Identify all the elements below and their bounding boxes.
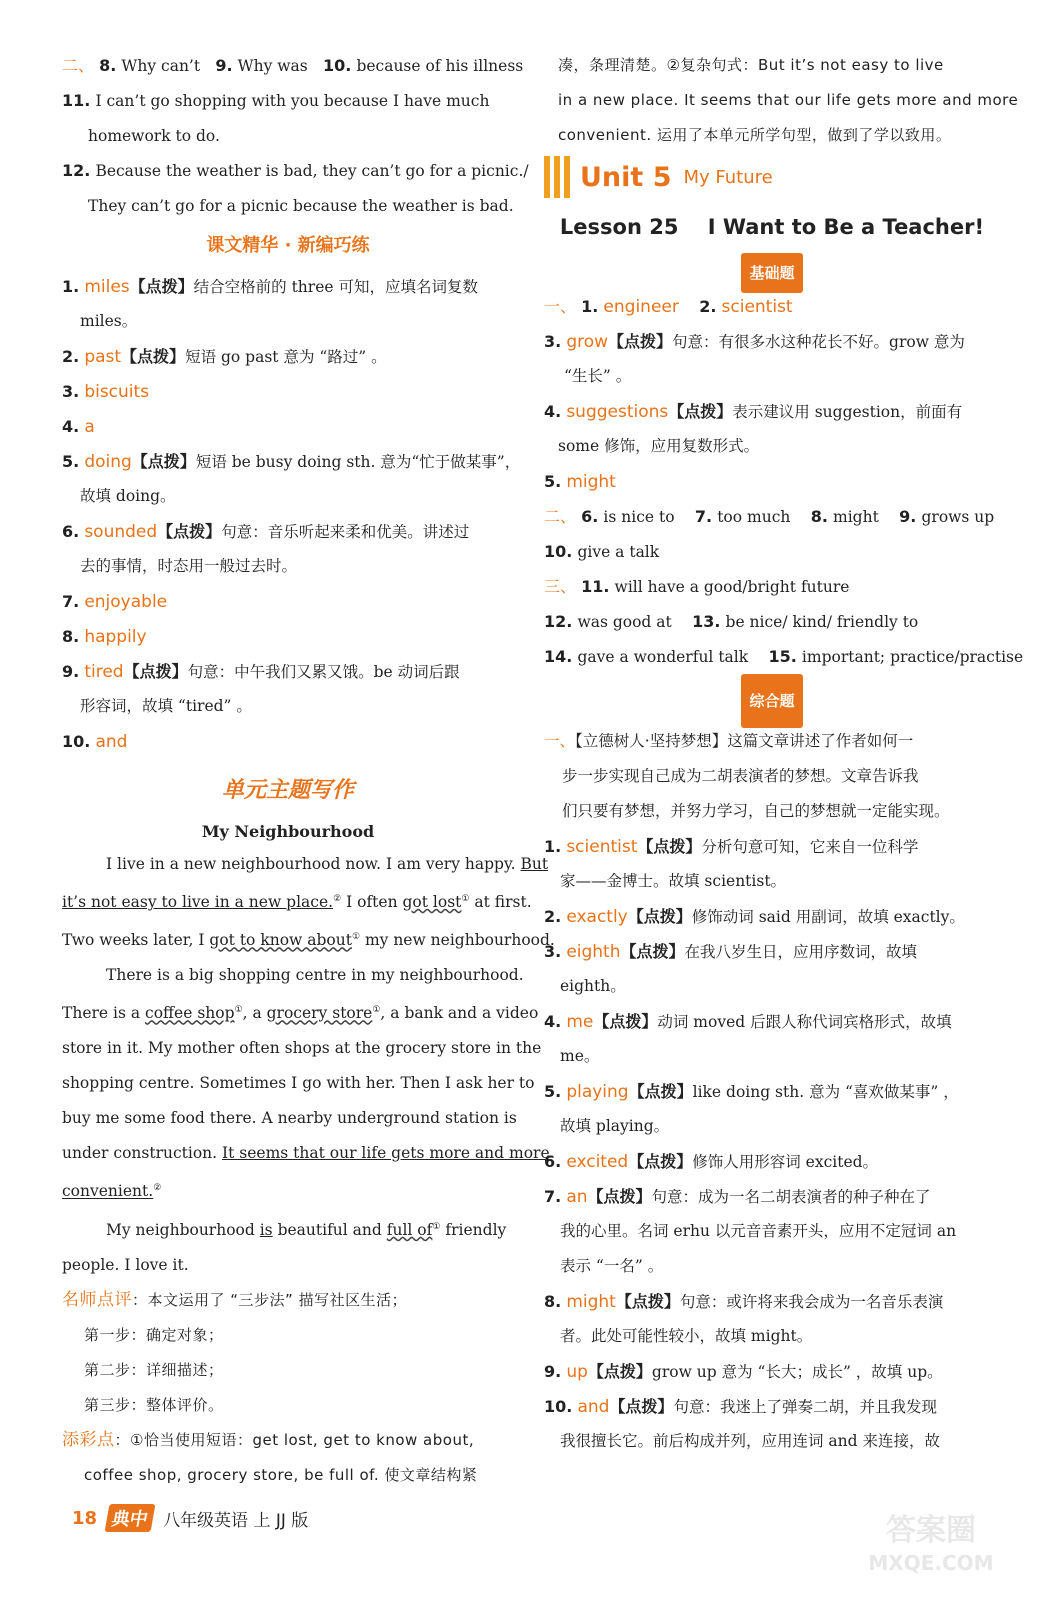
- essay-text: full of: [386, 1220, 433, 1239]
- tip-tag: 【点拨】: [123, 662, 188, 681]
- answer-word: past: [84, 347, 122, 367]
- unit-subtitle: My Future: [683, 166, 773, 188]
- b2-row: [544, 499, 1000, 534]
- answer-text: Because the weather is bad, they can’t go for a picnic./: [95, 162, 529, 180]
- unit-header: [544, 153, 1000, 201]
- essay-text: got to know about: [209, 931, 352, 950]
- item-number: 2.: [62, 347, 80, 366]
- essay-body: [62, 847, 555, 1283]
- answer-row: [544, 1144, 1000, 1179]
- b4-row: [544, 394, 1000, 429]
- item-number: 11.: [62, 91, 91, 110]
- page-footer: [72, 1500, 308, 1536]
- answer-word: eighth: [566, 942, 621, 962]
- answer-row: [62, 269, 514, 304]
- watermark-logo: [846, 1500, 1016, 1580]
- item-number: 8.: [62, 627, 80, 646]
- section-label: 一、: [544, 297, 577, 316]
- essay-text: coffee shop: [145, 1004, 235, 1023]
- b10-row: [544, 534, 1000, 569]
- answer-text: because of his illness: [356, 57, 524, 75]
- unit-bars-icon: [544, 156, 570, 198]
- item-number: 8.: [99, 56, 117, 75]
- tip-text: 句意：或许将来我会成为一名音乐表演: [679, 1293, 944, 1311]
- tip-text: 句意：成为一名二胡表演者的种子种在了: [651, 1188, 931, 1206]
- item-number: 9.: [62, 662, 80, 681]
- answer-word: suggestions: [566, 402, 669, 422]
- answer-word: scientist: [566, 837, 638, 857]
- essay-text: But: [520, 855, 549, 873]
- item-number: 10.: [323, 56, 352, 75]
- answer-word: sounded: [84, 522, 158, 542]
- item-number: 6.: [581, 507, 599, 526]
- b12-row: [544, 604, 1000, 639]
- right-column: [544, 48, 1024, 1459]
- answer-row-cont: 表示 “一名” 。: [560, 1257, 664, 1275]
- tip-text: 短语 go past 意为 “路过” 。: [185, 348, 387, 366]
- tip-tag: 【点拨】: [587, 1362, 652, 1381]
- tip-tag: 【点拨】: [587, 1187, 652, 1206]
- answer-word: happily: [84, 627, 147, 647]
- answer-text: homework to do.: [88, 127, 220, 145]
- left-column: [62, 48, 555, 1493]
- item-number: 9.: [899, 507, 917, 526]
- note-marker: ②: [153, 1183, 162, 1194]
- answer-row: [544, 1389, 1000, 1424]
- essay-text: under construction.: [62, 1144, 223, 1163]
- item-11: [62, 83, 514, 118]
- essay-text: My neighbourhood: [106, 1220, 260, 1239]
- tip-tag: 【点拨】: [628, 1152, 693, 1171]
- answer-text: was good at: [577, 613, 672, 631]
- item-number: 4.: [62, 417, 80, 436]
- tip-text: 句意：音乐听起来柔和优美。讲述过: [221, 523, 470, 541]
- answer-row-cont: 者。此处可能性较小，故填 might。: [560, 1327, 813, 1345]
- item-number: 3.: [62, 382, 80, 401]
- b3-row: [544, 324, 1000, 359]
- answer-text: They can’t go for a picnic because the weather is bad.: [88, 197, 514, 215]
- answer-word: grow: [566, 332, 609, 352]
- watermark-line1: 答案圈: [886, 1513, 976, 1548]
- answer-word: scientist: [721, 297, 793, 317]
- answer-word: an: [566, 1187, 588, 1207]
- answer-word: enjoyable: [84, 592, 168, 612]
- item-number: 14.: [544, 647, 573, 666]
- essay-text: , a bank and a video: [380, 1004, 539, 1023]
- book-title: 八年级英语 上 JJ 版: [163, 1510, 309, 1531]
- item-12-cont: [62, 188, 514, 223]
- answer-word: up: [566, 1362, 588, 1382]
- item-number: 1.: [62, 277, 80, 296]
- item-number: 6.: [544, 1152, 562, 1171]
- answer-row: [62, 444, 521, 479]
- note-marker: ①: [351, 932, 361, 943]
- section-label: 一、: [544, 732, 576, 750]
- highlight-comment: [62, 1423, 514, 1458]
- comprehensive-answers: [544, 829, 1000, 1459]
- comment-text: ：①恰当使用短语：get lost, get to know about,: [114, 1430, 475, 1449]
- tip-tag: 【点拨】: [615, 1292, 680, 1311]
- item-number: 7.: [694, 507, 713, 526]
- answer-word: and: [95, 732, 128, 752]
- answer-row: [544, 1354, 1000, 1389]
- essay-text: Two weeks later, I: [62, 931, 210, 950]
- answer-row-cont: 家——金博士。故填 scientist。: [560, 872, 787, 890]
- answer-text: give a talk: [577, 543, 660, 561]
- tip-text: like doing sth. 意为 “喜欢做某事” ，: [692, 1083, 959, 1101]
- comment-cont: convenient. 运用了本单元所学句型，做到了学以致用。: [558, 126, 952, 144]
- item-number: 12.: [544, 612, 573, 631]
- tip-tag: 【点拨】: [628, 1082, 693, 1101]
- item-number: 7.: [62, 592, 80, 611]
- tip-tag: 【点拨】: [608, 332, 673, 351]
- tip-text: 在我八岁生日，应用序数词，故填: [684, 943, 918, 961]
- answer-row-cont: 我很擅长它。前后构成并列，应用连词 and 来连接，故: [560, 1432, 941, 1450]
- b1-row: [544, 289, 1000, 324]
- essay-text: at first.: [469, 893, 532, 912]
- answer-row-cont: 故填 playing。: [560, 1117, 670, 1135]
- answer-row-cont: 形容词，故填 “tired” 。: [80, 697, 252, 715]
- item-number: 4.: [544, 1012, 562, 1031]
- step-1: 第一步：确定对象；: [84, 1325, 224, 1344]
- answer-text: gave a wonderful talk: [577, 648, 749, 666]
- answer-row: [62, 514, 514, 549]
- z-intro-cont: 步一步实现自己成为二胡表演者的梦想。文章告诉我: [562, 767, 919, 785]
- essay-text: There is a: [62, 1004, 146, 1023]
- note-marker: ①: [461, 894, 470, 904]
- essay-text: convenient.: [62, 1182, 154, 1201]
- item-11-cont: [62, 118, 514, 153]
- tip-text: 表示建议用 suggestion，前面有: [732, 403, 963, 421]
- tip-tag: 【点拨】: [627, 907, 692, 926]
- tip-tag: 【点拨】: [637, 837, 702, 856]
- essay-text: friendly: [440, 1220, 507, 1239]
- answer-word: doing: [84, 452, 132, 472]
- tip-text: 动词 moved 后跟人称代词宾格形式，故填: [657, 1013, 952, 1031]
- item-number: 10.: [544, 542, 573, 561]
- comment-label: 名师点评: [62, 1289, 132, 1310]
- answer-text: Why can’t: [121, 57, 201, 75]
- answer-word: playing: [566, 1082, 629, 1102]
- essay-text: , a: [242, 1004, 267, 1023]
- tip-text: 结合空格前的 three 可知，应填名词复数: [193, 278, 478, 296]
- answer-text: be nice/ kind/ friendly to: [725, 613, 919, 631]
- answer-row: [544, 934, 1000, 969]
- answer-word: might: [566, 1292, 616, 1312]
- item-number: 12.: [62, 161, 91, 180]
- answer-text: Why was: [237, 57, 308, 75]
- answer-word: and: [577, 1397, 610, 1417]
- answer-text: might: [833, 508, 879, 526]
- teacher-comment: [62, 1283, 514, 1318]
- tip-tag: 【点拨】: [593, 1012, 658, 1031]
- item-number: 5.: [544, 1082, 562, 1101]
- b14-row: [544, 639, 1024, 674]
- note-marker: ①: [372, 1005, 381, 1016]
- tip-text: 短语 be busy doing sth. 意为“忙于做某事”，: [195, 453, 521, 471]
- answer-row-cont: 去的事情，时态用一般过去时。: [80, 557, 298, 575]
- tip-tag: 【点拨】: [129, 277, 194, 296]
- essay-text: it’s not easy to live in a new place.: [62, 893, 334, 912]
- item-number: 5.: [62, 452, 80, 471]
- brand-logo: 典中: [105, 1504, 156, 1532]
- answer-row-cont: eighth。: [560, 977, 626, 995]
- comment-cont: in a new place. It seems that our life gets more and more: [558, 91, 1019, 109]
- z-intro-cont: 们只要有梦想，并努力学习，自己的梦想就一定能实现。: [562, 802, 950, 820]
- tip-text: grow up 意为 “长大；成长” ，故填 up。: [651, 1363, 943, 1381]
- answer-word: tired: [84, 662, 124, 682]
- tip-text: 句意：我迷上了弹奏二胡，并且我发现: [673, 1398, 937, 1416]
- b3-cont: “生长” 。: [564, 367, 632, 385]
- answer-word: biscuits: [84, 382, 150, 402]
- answer-row: [544, 829, 1000, 864]
- answer-text: important; practice/practise: [801, 648, 1024, 666]
- essay-text: I often: [341, 893, 403, 912]
- answer-row: [544, 1284, 1000, 1319]
- item-number: 8.: [810, 507, 828, 526]
- b4-cont: some 修饰，应用复数形式。: [558, 437, 760, 455]
- tip-tag: 【点拨】: [157, 522, 222, 541]
- b5-row: [544, 464, 1000, 499]
- answer-row: [62, 654, 514, 689]
- item-number: 15.: [768, 647, 797, 666]
- essay-text: my new neighbourhood.: [360, 931, 555, 950]
- essay-text: shopping centre. Sometimes I go with her. Then I ask her to: [62, 1074, 535, 1093]
- item-number: 10.: [544, 1397, 573, 1416]
- tip-text: 句意：中午我们又累又饿。be 动词后跟: [187, 663, 460, 681]
- tip-text: 分析句意可知，它来自一位科学: [701, 838, 919, 856]
- answer-row: [62, 724, 514, 759]
- highlight-comment-cont: coffee shop, grocery store, be full of. 使文章结构紧: [84, 1465, 478, 1484]
- s2-row: [62, 48, 524, 83]
- item-number: 10.: [62, 732, 91, 751]
- answer-word: excited: [566, 1152, 629, 1172]
- step-3: 第三步：整体评价。: [84, 1395, 224, 1414]
- section-label: 二、: [62, 56, 95, 75]
- item-number: 8.: [544, 1292, 562, 1311]
- tip-tag: 【点拨】: [131, 452, 196, 471]
- answer-text: is nice to: [603, 508, 675, 526]
- essay-text: is: [259, 1220, 273, 1239]
- item-number: 3.: [544, 332, 562, 351]
- tip-text: 修饰人用形容词 excited。: [692, 1153, 879, 1171]
- item-number: 1.: [581, 297, 599, 316]
- answer-word: engineer: [603, 297, 679, 317]
- note-marker: ②: [333, 894, 342, 904]
- comment-cont: 凑，条理清楚。②复杂句式：But it’s not easy to live: [558, 56, 944, 74]
- answer-word: might: [566, 472, 616, 492]
- comprehensive-badge: 综合题: [741, 674, 802, 728]
- essay-text: store in it. My mother often shops at the grocery store in the: [62, 1039, 542, 1058]
- tip-text: 句意：有很多水这种花长不好。grow 意为: [672, 333, 965, 351]
- answer-row: [62, 374, 514, 409]
- answer-word: miles: [84, 277, 130, 297]
- unit-title: Unit 5: [580, 161, 672, 193]
- comment-label: 添彩点: [62, 1429, 115, 1450]
- essay-text: There is a big shopping centre in my neighbourhood.: [106, 966, 524, 985]
- item-number: 2.: [699, 297, 717, 316]
- tip-tag: 【点拨】: [620, 942, 685, 961]
- item-number: 6.: [62, 522, 80, 541]
- watermark-line2: MXQE.COM: [868, 1551, 994, 1575]
- answer-row: [62, 584, 514, 619]
- essay-text: grocery store: [266, 1004, 373, 1023]
- item-number: 11.: [581, 577, 610, 596]
- item-12: [62, 153, 529, 188]
- page-number: 18: [72, 1507, 98, 1529]
- lesson-title: Lesson 25 I Want to Be a Teacher!: [559, 215, 985, 239]
- item-number: 5.: [544, 472, 562, 491]
- note-marker: ①: [432, 1221, 441, 1232]
- note-marker: ①: [234, 1005, 243, 1016]
- item-number: 1.: [544, 837, 562, 856]
- essay-text: It seems that our life gets more and more: [222, 1144, 550, 1163]
- answer-row: [544, 1074, 1000, 1109]
- answer-text: grows up: [921, 508, 995, 526]
- b11-row: [544, 569, 1000, 604]
- answer-row: [544, 1004, 1000, 1039]
- essay-text: got lost: [402, 893, 462, 912]
- answer-row: [62, 619, 514, 654]
- z-intro: [544, 724, 1000, 759]
- item-number: 3.: [544, 942, 562, 961]
- tip-tag: 【点拨】: [121, 347, 186, 366]
- tip-tag: 【点拨】: [609, 1397, 674, 1416]
- item-number: 4.: [544, 402, 562, 421]
- keyword-answers: [62, 269, 521, 759]
- answer-row: [544, 899, 1000, 934]
- step-2: 第二步：详细描述；: [84, 1360, 224, 1379]
- item-number: 9.: [215, 56, 233, 75]
- answer-row-cont: 我的心里。名词 erhu 以元音音素开头，应用不定冠词 an: [560, 1222, 957, 1240]
- answer-word: a: [84, 417, 95, 437]
- item-number: 13.: [692, 612, 721, 631]
- answer-row: [544, 1179, 1000, 1214]
- answer-row-cont: me。: [560, 1047, 600, 1065]
- answer-row-cont: 故填 doing。: [80, 487, 176, 505]
- item-number: 7.: [544, 1187, 562, 1206]
- essay-text: buy me some food there. A nearby underground station is: [62, 1109, 517, 1128]
- essay-text: I live in a new neighbourhood now. I am very happy.: [106, 855, 521, 873]
- basic-badge: 基础题: [741, 253, 802, 293]
- answer-row: [62, 409, 514, 444]
- answer-word: me: [566, 1012, 594, 1032]
- writing-title: 单元主题写作: [221, 778, 354, 803]
- intro-text: 【立德树人·坚持梦想】这篇文章讲述了作者如何一: [575, 732, 914, 750]
- essay-text: beautiful and: [272, 1220, 387, 1239]
- tip-tag: 【点拨】: [668, 402, 733, 421]
- item-number: 2.: [544, 907, 562, 926]
- essay-title: My Neighbourhood: [201, 822, 375, 841]
- tip-text: 修饰动词 said 用副词，故填 exactly。: [691, 908, 965, 926]
- answer-text: I can’t go shopping with you because I have much: [95, 92, 490, 110]
- answer-word: exactly: [566, 907, 628, 927]
- section-label: 三、: [544, 577, 577, 596]
- essay-text: people. I love it.: [62, 1255, 189, 1274]
- comment-text: ：本文运用了 “三步法” 描写社区生活；: [132, 1290, 408, 1309]
- section-title: 课文精华 · 新编巧练: [206, 235, 370, 256]
- answer-row: [62, 339, 514, 374]
- answer-text: too much: [717, 508, 791, 526]
- section-label: 二、: [544, 507, 577, 526]
- item-number: 9.: [544, 1362, 562, 1381]
- answer-row-cont: miles。: [80, 312, 138, 330]
- answer-text: will have a good/bright future: [614, 578, 850, 596]
